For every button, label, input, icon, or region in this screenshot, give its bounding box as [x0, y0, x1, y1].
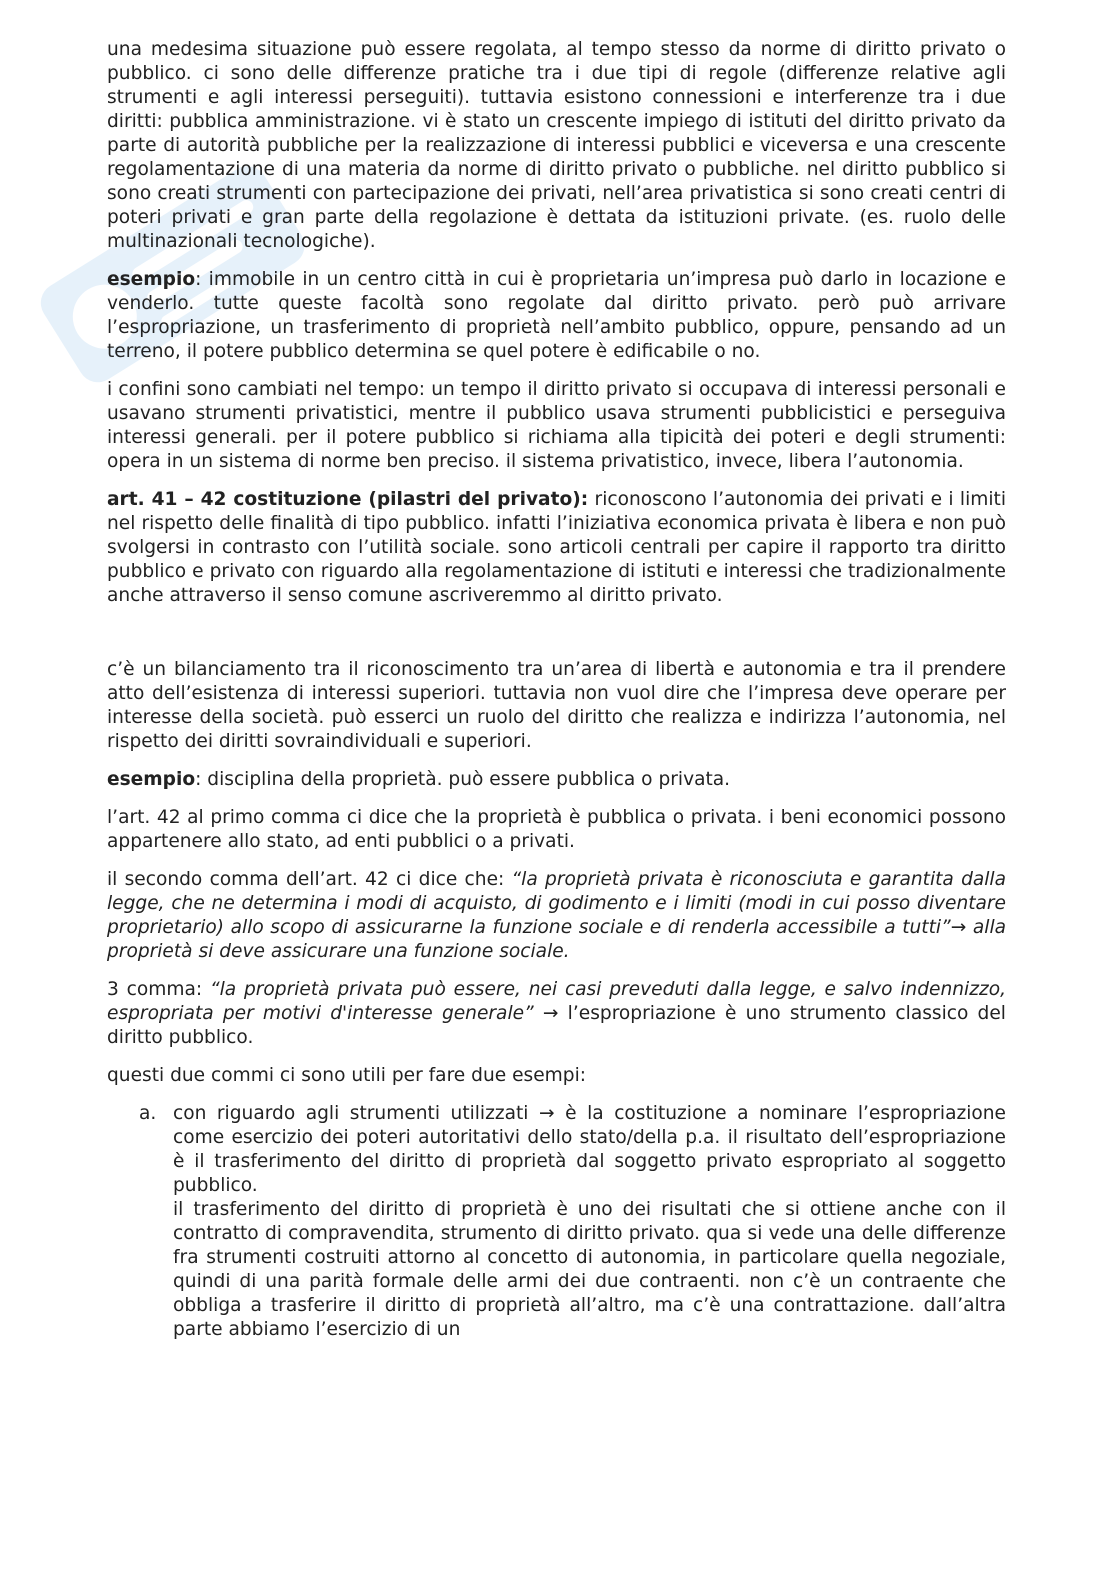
- arrow-icon: →: [542, 1003, 559, 1024]
- paragraph-example-2: [107, 768, 1006, 792]
- paragraph-articles: [107, 488, 1006, 608]
- third-comma-intro: 3 comma:: [107, 979, 210, 1000]
- example-label: esempio: [107, 269, 196, 290]
- document-body: [107, 38, 1006, 1342]
- list-item-intro: con riguardo agli strumenti utilizzati: [173, 1103, 540, 1124]
- third-comma-after: l’espropriazione è uno strumento classico del diritto pubblico.: [107, 1003, 1006, 1048]
- paragraph-first-comma: l’art. 42 al primo comma ci dice che la proprietà è pubblica o privata. i beni economici possono appartenere allo stato, ad enti pubblici o a privati.: [107, 807, 1006, 852]
- list-item: [139, 1102, 1006, 1342]
- paragraph-boundaries: i confini sono cambiati nel tempo: un tempo il diritto privato si occupava di interessi personali e usavano strumenti privatistici, mentre il pubblico usava strumenti pubblicistici e perseguiva interessi generali. per il potere pubblico si richiama alla tipicità dei poteri e degli strumenti: opera in un sistema di norme ben preciso. il sistema privatistico, invece, libera l’autonomia.: [107, 379, 1006, 472]
- list-item-rest: è la costituzione a nominare l’espropriazione come esercizio dei poteri autoritativi dello stato/della p.a. il risultato dell’espropriazione è il trasferimento del diritto di proprietà dal soggetto privato espropriato al soggetto pubblico.: [173, 1103, 1006, 1196]
- list-item-continuation: il trasferimento del diritto di proprietà è uno dei risultati che si ottiene anche con il contratto di compravendita, strumento di diritto privato. qua si vede una delle differenze fra strumenti costruiti attorno al concetto di autonomia, in particolare quella negoziale, quindi di una parità formale delle armi dei due contraenti. non c’è un contraente che obbliga a trasferire il diritto di proprietà all’altro, ma c’è una contrattazione. dall’altra parte abbiamo l’esercizio di un: [173, 1199, 1006, 1340]
- example-label-2: esempio: [107, 769, 196, 790]
- articles-label: art. 41 – 42 costituzione (pilastri del privato):: [107, 489, 589, 510]
- paragraph-balance: c’è un bilanciamento tra il riconoscimento tra un’area di libertà e autonomia e tra il prendere atto dell’esistenza di interessi superiori. tuttavia non vuol dire che l’impresa deve operare per interesse della società. può esserci un ruolo del diritto che realizza e indirizza l’autonomia, nel rispetto dei diritti sovraindividuali e superiori.: [107, 659, 1006, 752]
- paragraph-second-comma: [107, 868, 1006, 964]
- examples-list: [107, 1102, 1006, 1342]
- example-text-2: : disciplina della proprietà. può essere pubblica o privata.: [195, 769, 731, 790]
- paragraph-third-comma: [107, 978, 1006, 1050]
- example-text: : immobile in un centro città in cui è proprietaria un’impresa può darlo in locazione e venderlo. tutte queste facoltà sono regolate dal diritto privato. però può arrivare l’espropriazione, un trasferimento di proprietà nell’ambito pubblico, oppure, pensando ad un terreno, il potere pubblico determina se quel potere è edificabile o no.: [107, 269, 1006, 362]
- second-comma-after: alla proprietà si deve assicurare una funzione sociale.: [107, 917, 1007, 962]
- articles-text: riconoscono l’autonomia dei privati e i limiti nel rispetto delle finalità di tipo pubblico. infatti l’iniziativa economica privata è libera e non può svolgersi in contrasto con l’utilità sociale. sono articoli centrali per capire il rapporto tra diritto pubblico e privato con riguardo alla regolamentazione di istituti e interessi che tradizionalmente anche attraverso il senso comune ascriveremmo al diritto privato.: [107, 489, 1006, 606]
- paragraph-example-1: [107, 268, 1006, 364]
- second-comma-quote: “la proprietà privata è riconosciuta e garantita dalla legge, che ne determina i modi di acquisto, di godimento e i limiti (modi in cui posso diventare proprietario) allo scopo di assicurarne la funzione sociale e di renderla accessibile a tutti”: [107, 869, 1006, 938]
- paragraph-intro: una medesima situazione può essere regolata, al tempo stesso da norme di diritto privato o pubblico. ci sono delle differenze pratiche tra i due tipi di regole (differenze relative agli strumenti e agli interessi perseguiti). tuttavia esistono connessioni e interferenze tra i due diritti: pubblica amministrazione. vi è stato un crescente impiego di istituti del diritto privato da parte di autorità pubbliche per la realizzazione di interessi pubblici e viceversa e una crescente regolamentazione di una materia da norme di diritto privato o pubbliche. nel diritto pubblico si sono creati strumenti con partecipazione dei privati, nell’area privatistica si sono creati centri di poteri privati e gran parte della regolazione è dettata da istituzioni private. (es. ruolo delle multinazionali tecnologiche).: [107, 39, 1006, 252]
- third-comma-quote: “la proprietà privata può essere, nei casi preveduti dalla legge, e salvo indennizzo, espropriata per motivi d'interesse generale”: [107, 979, 1006, 1024]
- arrow-icon: →: [539, 1103, 555, 1124]
- list-marker: a.: [139, 1103, 157, 1124]
- paragraph-two-examples: questi due commi ci sono utili per fare due esempi:: [107, 1065, 587, 1086]
- second-comma-intro: il secondo comma dell’art. 42 ci dice che:: [107, 869, 512, 890]
- arrow-icon: →: [950, 917, 967, 938]
